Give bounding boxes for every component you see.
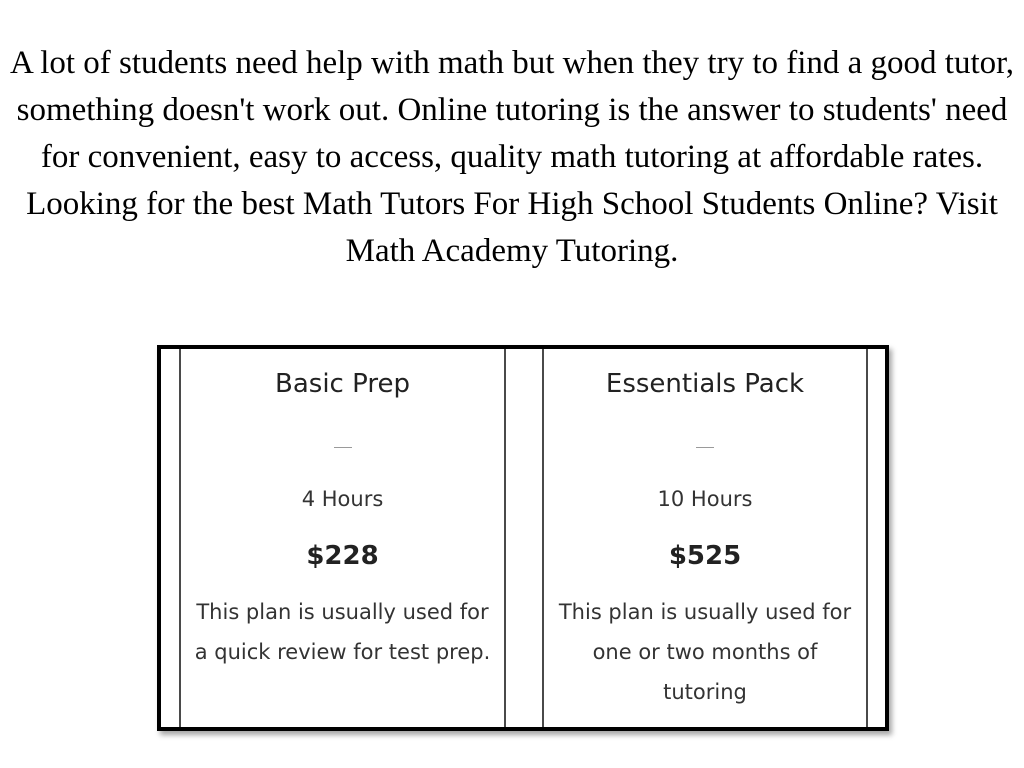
plan-hours: 10 Hours [657,487,753,511]
plan-hours: 4 Hours [301,487,384,511]
column-divider [504,349,506,727]
column-divider [866,349,868,727]
intro-text [0,40,1024,275]
intro-paragraph-1: A lot of students need help with math but when they try to find a good tutor, something doesn't work out. Online tutoring is the answer to students' need for convenient, easy to access, quality math tutoring at affordable rates. [9,45,1015,175]
plan-name: Essentials Pack [605,369,805,399]
plan-price: $228 [306,541,379,571]
plan-description: This plan is usually used for one or two months of tutoring [558,600,852,704]
plan-separator [334,447,352,448]
plan-card-basic-prep [181,349,504,727]
plan-description: This plan is usually used for a quick review for test prep. [194,600,491,664]
plan-name: Basic Prep [275,369,410,399]
plan-card-essentials-pack [544,349,866,727]
intro-paragraph-2: Looking for the best Math Tutors For High School Students Online? Visit Math Academy Tutoring. [26,186,998,269]
plan-separator [696,447,714,448]
plan-price: $525 [668,541,742,571]
pricing-table [157,345,889,731]
